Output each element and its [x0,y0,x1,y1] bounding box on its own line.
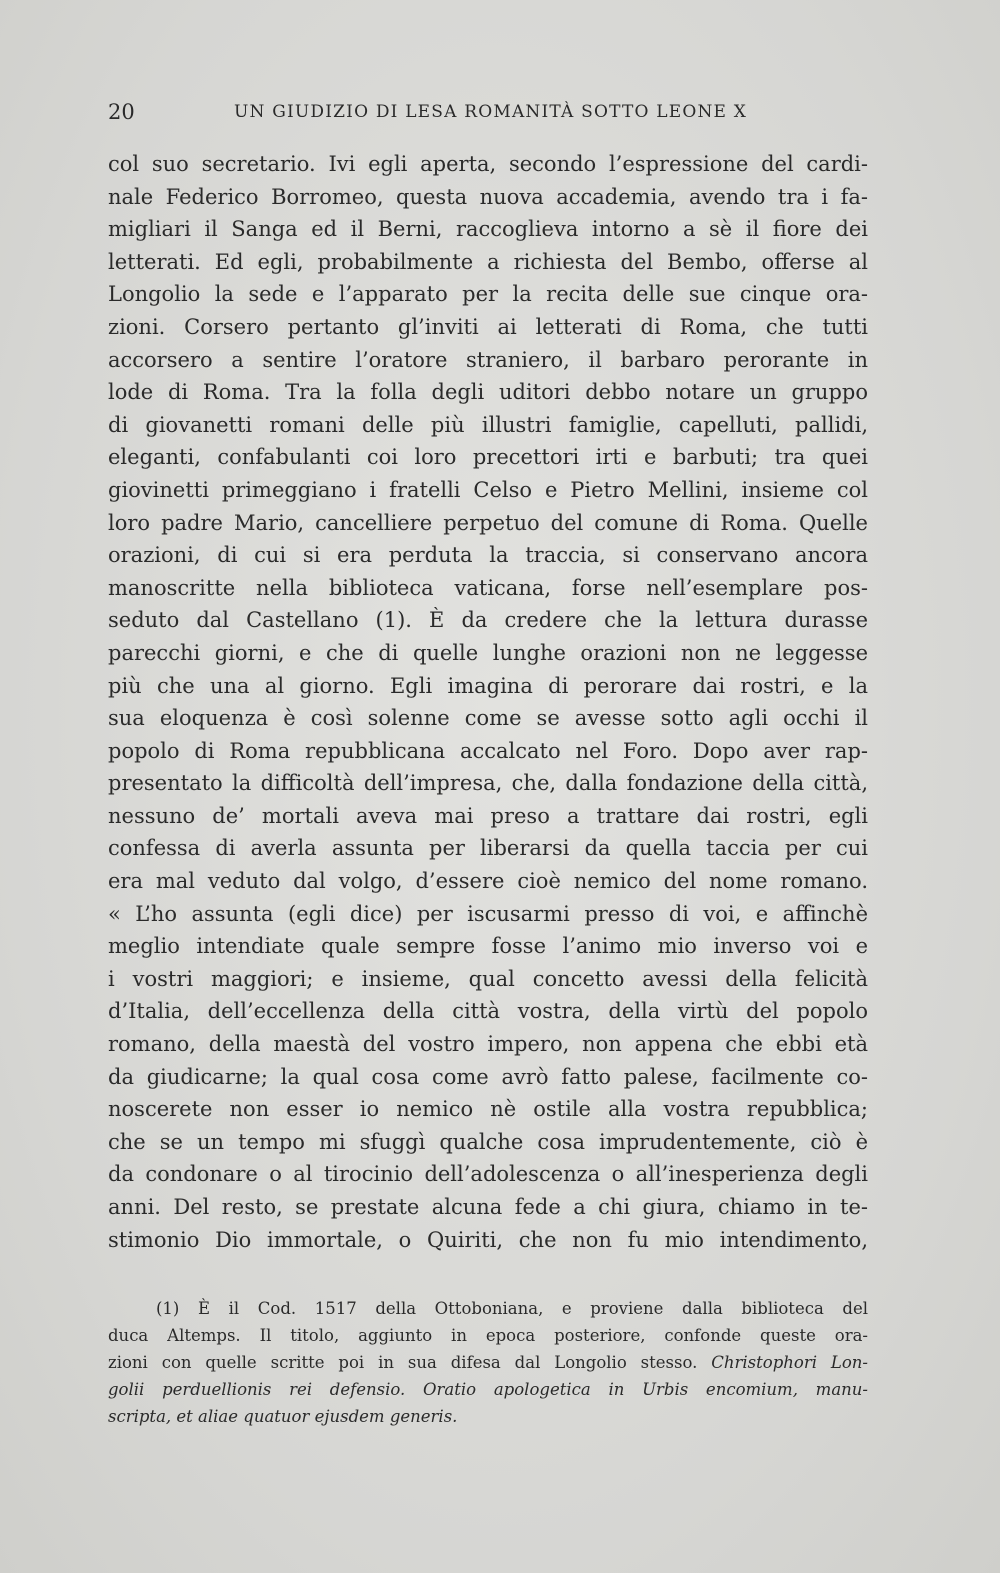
running-title: UN GIUDIZIO DI LESA ROMANITÀ SOTTO LEONE X [234,102,748,122]
footnote-line: (1) È il Cod. 1517 della Ottoboniana, e proviene dalla biblioteca del [156,1299,868,1318]
text-line: stimonio Dio immortale, o Quiriti, che non fu mio intendimento, [108,1227,868,1252]
text-line: orazioni, di cui si era perduta la traccia, si conservano ancora [108,543,868,568]
text-line: più che una al giorno. Egli imagina di perorare dai rostri, e la [108,673,868,698]
text-line: presentato la difficoltà dell’impresa, che, dalla fondazione della città, [108,771,868,796]
body-text [108,148,868,1278]
text-line: migliari il Sanga ed il Berni, raccoglieva intorno a sè il fiore dei [108,217,868,242]
text-line: da giudicarne; la qual cosa come avrò fatto palese, facilmente co- [108,1064,868,1089]
text-line: popolo di Roma repubblicana accalcato nel Foro. Dopo aver rap- [108,738,868,763]
text-line: confessa di averla assunta per liberarsi da quella taccia per cui [108,836,868,861]
footnote-italic-text: Christophori Lon- [711,1353,868,1372]
text-line: i vostri maggiori; e insieme, qual concetto avessi della felicità [108,966,868,991]
text-line: romano, della maestà del vostro impero, non appena che ebbi età [108,1032,868,1057]
footnote [108,1295,868,1430]
text-line: giovinetti primeggiano i fratelli Celso e Pietro Mellini, insieme col [108,477,868,502]
footnote-line [108,1349,868,1376]
text-line: anni. Del resto, se prestate alcuna fede a chi giura, chiamo in te- [108,1195,868,1219]
text-line: Longolio la sede e l’apparato per la recita delle sue cinque ora- [108,282,868,307]
footnote-line: scripta, et aliae quatuor ejusdem generis. [108,1407,458,1426]
text-line: parecchi giorni, e che di quelle lunghe orazioni non ne leggesse [108,640,868,665]
text-line: « L’ho assunta (egli dice) per iscusarmi presso di voi, e affinchè [108,901,868,926]
text-line: nessuno de’ mortali aveva mai preso a trattare dai rostri, egli [108,803,868,828]
text-line: che se un tempo mi sfuggì qualche cosa imprudentemente, ciò è [108,1129,868,1154]
text-line: sua eloquenza è così solenne come se avesse sotto agli occhi il [108,706,868,731]
text-line: letterati. Ed egli, probabilmente a richiesta del Bembo, offerse al [108,249,868,274]
text-line: d’Italia, dell’eccellenza della città vostra, della virtù del popolo [108,999,868,1024]
text-line: eleganti, confabulanti coi loro precettori irti e barbuti; tra quei [108,445,868,470]
text-line: col suo secretario. Ivi egli aperta, secondo l’espressione del cardi- [108,152,868,176]
text-line: seduto dal Castellano (1). È da credere che la lettura durasse [108,608,868,633]
footnote-text: zioni con quelle scritte poi in sua difesa dal Longolio stesso. [108,1353,712,1372]
text-line: da condonare o al tirocinio dell’adolescenza o all’inesperienza degli [108,1162,868,1187]
text-line: loro padre Mario, cancelliere perpetuo del comune di Roma. Quelle [108,510,868,535]
footnote-line: duca Altemps. Il titolo, aggiunto in epoca posteriore, confonde queste ora- [108,1326,868,1345]
text-line: lode di Roma. Tra la folla degli uditori debbo notare un gruppo [108,380,868,405]
text-line: meglio intendiate quale sempre fosse l’animo mio inverso voi e [108,934,868,959]
text-line: era mal veduto dal volgo, d’essere cioè nemico del nome romano. [108,869,868,894]
text-line: di giovanetti romani delle più illustri famiglie, capelluti, pallidi, [108,412,868,437]
text-line: noscerete non esser io nemico nè ostile alla vostra repubblica; [108,1097,868,1122]
text-line: accorsero a sentire l’oratore straniero, il barbaro perorante in [108,347,868,372]
text-line: manoscritte nella biblioteca vaticana, forse nell’esemplare pos- [108,575,868,600]
page-header [108,100,868,126]
text-line: nale Federico Borromeo, questa nuova accademia, avendo tra i fa- [108,184,868,209]
text-line: zioni. Corsero pertanto gl’inviti ai letterati di Roma, che tutti [108,314,868,339]
footnote-line: golii perduellionis rei defensio. Oratio apologetica in Urbis encomium, manu- [108,1380,868,1399]
page-number: 20 [108,100,135,124]
